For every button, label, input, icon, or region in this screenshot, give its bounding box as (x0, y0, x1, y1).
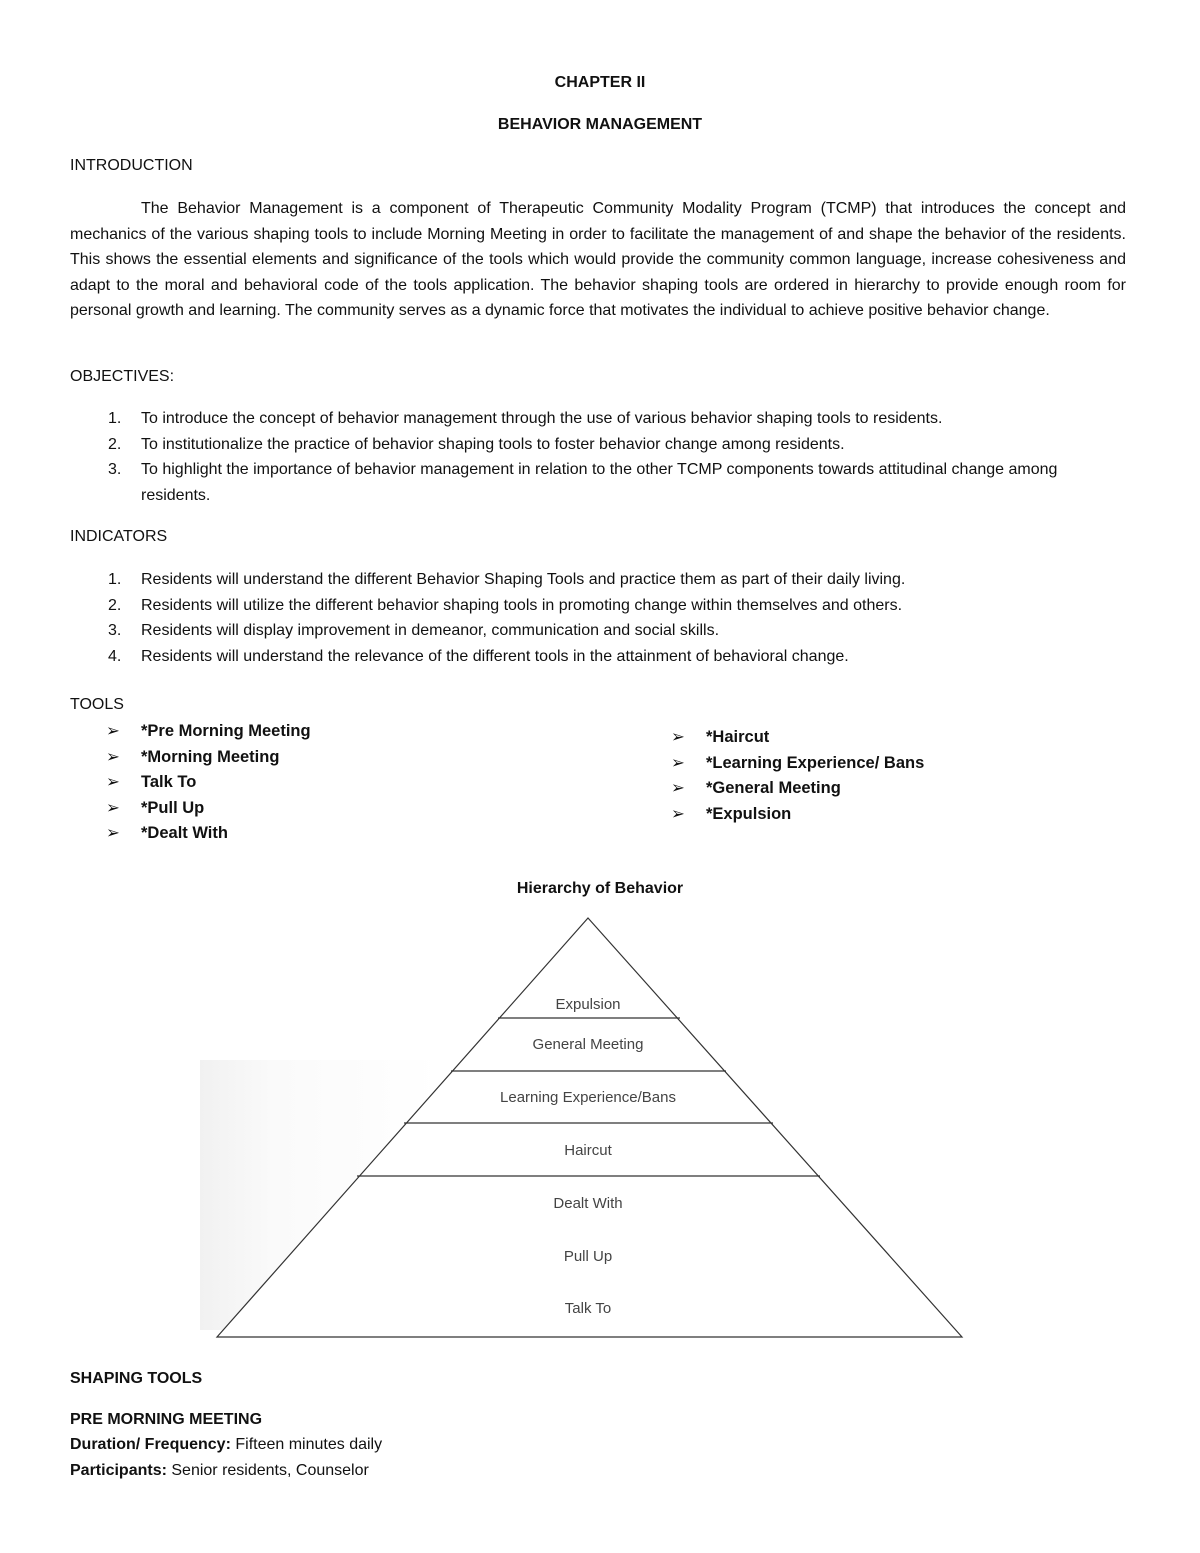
tools-list-left (70, 719, 570, 847)
duration-value: Fifteen minutes daily (235, 1436, 383, 1453)
introduction-text: The Behavior Management is a component of Therapeutic Community Modality Program (TCMP) that introduces the concept and mechanics of the various shaping tools to include Morning Meeting in order to facilitate the management of and shape the behavior of the residents. This shows the essential elements and significance of the tools which would provide the community common language, increase cohesiveness and adapt to the moral and behavioral code of the tools application. The behavior shaping tools are ordered in hierarchy to provide enough room for personal growth and learning. The community serves as a dynamic force that motivates the individual to achieve positive behavior change. (70, 200, 1126, 320)
tools-heading: TOOLS (70, 696, 124, 713)
list-item: ➢ Talk To (70, 770, 570, 796)
arrow-bullet-icon: ➢ (106, 798, 120, 817)
arrow-bullet-icon: ➢ (106, 722, 120, 740)
list-item: ➢ *Expulsion (635, 802, 1135, 828)
chapter-heading: CHAPTER II (554, 74, 646, 91)
list-item: ➢ *Learning Experience/ Bans (635, 751, 1135, 777)
pyramid-level-label: Expulsion (555, 996, 621, 1013)
list-item: 3. To highlight the importance of behavior management in relation to the other TCMP components towards attitudinal change among residents. (108, 461, 1058, 504)
introduction-paragraph (70, 196, 1126, 324)
pre-morning-meeting-heading: PRE MORNING MEETING (70, 1411, 263, 1428)
list-item: ➢ *Haircut (635, 725, 1135, 751)
arrow-bullet-icon: ➢ (106, 747, 120, 766)
list-item: ➢ *Dealt With (70, 821, 570, 847)
pyramid-level-label: Talk To (564, 1300, 612, 1317)
pyramid-level-label: General Meeting (532, 1036, 644, 1053)
introduction-heading: INTRODUCTION (70, 157, 193, 174)
pyramid-level-label: Haircut (564, 1142, 612, 1159)
list-item: 2. Residents will utilize the different behavior shaping tools in promoting change within themselves and others. (108, 596, 903, 614)
arrow-bullet-icon: ➢ (671, 804, 685, 823)
objectives-heading: OBJECTIVES: (70, 368, 175, 385)
list-item: ➢ *Pre Morning Meeting (70, 719, 570, 745)
list-item: 3. Residents will display improvement in demeanor, communication and social skills. (108, 622, 720, 640)
pyramid-level-label: Dealt With (553, 1195, 623, 1212)
list-item: 2. To institutionalize the practice of behavior shaping tools to foster behavior change among residents. (108, 435, 845, 453)
indicators-list (70, 567, 1130, 669)
hierarchy-pyramid (200, 910, 980, 1340)
participants-value: Senior residents, Counselor (171, 1462, 369, 1479)
arrow-bullet-icon: ➢ (671, 753, 685, 772)
tools-list-right (635, 725, 1135, 827)
participants-label: Participants: (70, 1462, 167, 1479)
list-item: 1. To introduce the concept of behavior management through the use of various behavior shaping tools to residents. (108, 410, 943, 427)
pyramid-level-label: Pull Up (563, 1248, 613, 1265)
list-item: ➢ *Pull Up (70, 796, 570, 822)
page-title: BEHAVIOR MANAGEMENT (497, 116, 703, 133)
pyramid-level-label: Learning Experience/Bans (500, 1089, 676, 1106)
arrow-bullet-icon: ➢ (671, 728, 685, 746)
arrow-bullet-icon: ➢ (671, 779, 685, 798)
duration-label: Duration/ Frequency: (70, 1436, 231, 1453)
objectives-list (70, 406, 1070, 508)
list-item: 1. Residents will understand the different Behavior Shaping Tools and practice them as part of their daily living. (108, 571, 906, 588)
list-item: 4. Residents will understand the relevance of the different tools in the attainment of behavioral change. (108, 647, 849, 665)
arrow-bullet-icon: ➢ (106, 773, 120, 792)
hierarchy-title: Hierarchy of Behavior (516, 880, 684, 897)
participants-line (70, 1462, 369, 1480)
shaping-tools-heading: SHAPING TOOLS (70, 1370, 203, 1387)
duration-line (70, 1436, 382, 1454)
list-item: ➢ *General Meeting (635, 776, 1135, 802)
indicators-heading: INDICATORS (70, 528, 168, 545)
list-item: ➢ *Morning Meeting (70, 745, 570, 771)
arrow-bullet-icon: ➢ (106, 824, 120, 843)
